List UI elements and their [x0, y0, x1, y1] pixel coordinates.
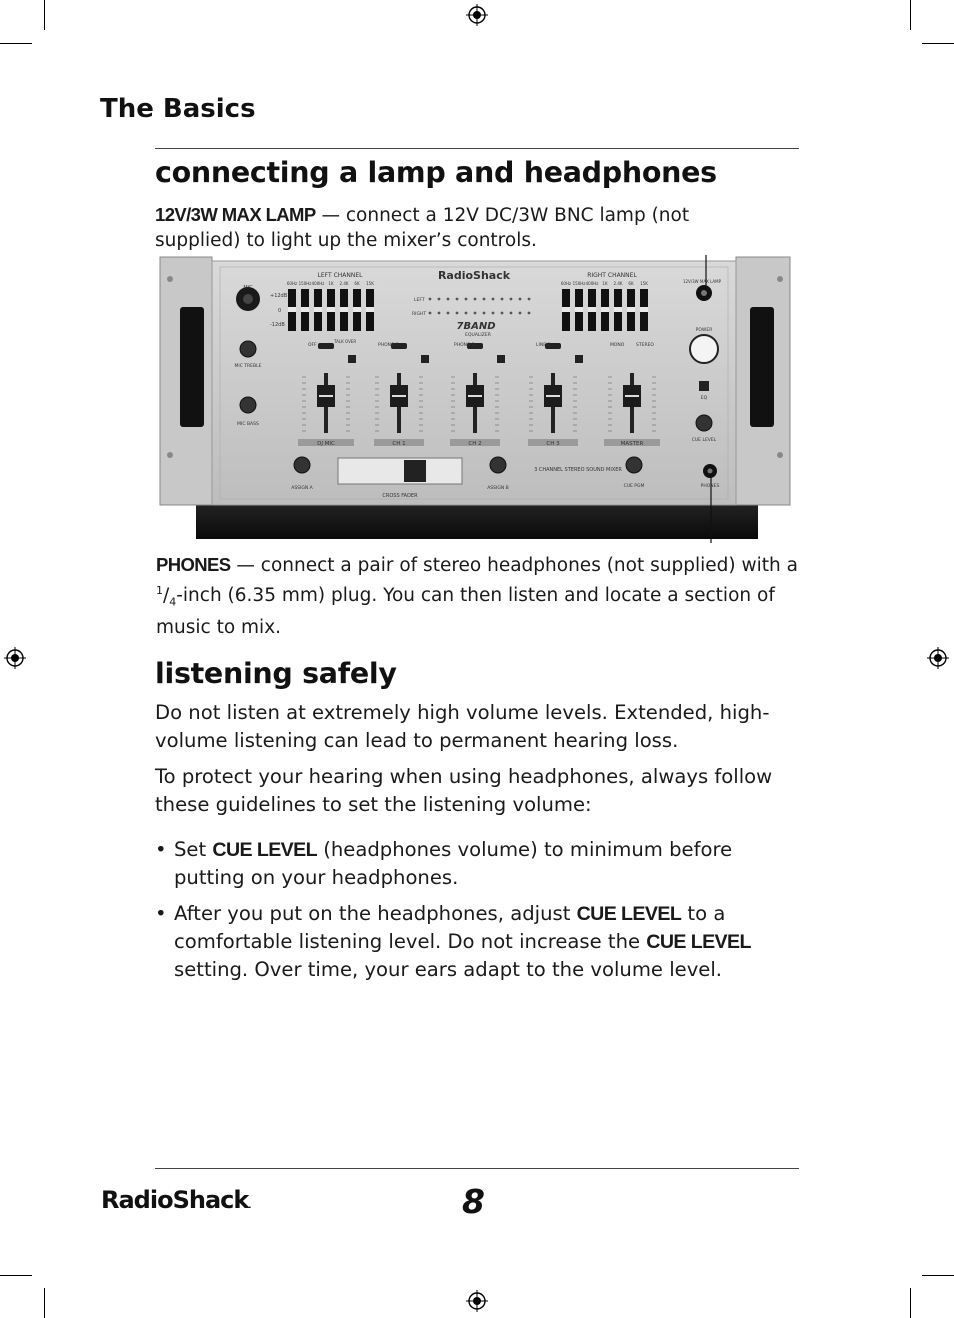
mixer-base [196, 505, 758, 539]
phones-term: PHONES [156, 554, 231, 575]
eq-slider-knob [340, 307, 348, 312]
eq-band-label: 2.4K [613, 281, 623, 286]
lamp-text: — connect a 12V DC/3W BNC lamp (not supplied) to light up the mixer’s controls. [155, 205, 690, 251]
eq-slider-knob [288, 307, 296, 312]
cue-pgm-label: CUE PGM [623, 484, 645, 489]
registration-mark-icon [466, 4, 488, 26]
fader-knob-line [392, 395, 406, 397]
channel-switch [318, 343, 334, 349]
eq-slider-knob [601, 307, 609, 312]
bullet-dot: • [155, 902, 167, 925]
eq-scale-top-left: +12dB [270, 293, 288, 299]
vu-led [456, 298, 459, 301]
vu-led [483, 298, 486, 301]
phones-description [156, 552, 798, 640]
assign-a-knob [294, 457, 310, 473]
bullet-text [174, 900, 795, 984]
eq-band-label: 400Hz [585, 281, 599, 286]
vu-led [510, 312, 513, 315]
phones-jack-inner [708, 469, 713, 474]
switch-label: MONO [610, 343, 625, 348]
vu-left-label: LEFT [414, 298, 425, 303]
eq-band-label: 1K [328, 281, 334, 286]
eq-button [699, 381, 709, 391]
vu-led [429, 312, 432, 315]
vu-led [456, 312, 459, 315]
power-label: POWER [695, 328, 713, 333]
registration-mark-icon [4, 647, 26, 669]
bullet-text-part: setting. Over time, your ears adapt to the volume level. [174, 958, 723, 981]
fader-knob-line [468, 395, 482, 397]
bullet-text-part: to a comfortable listening level. Do not increase the [174, 902, 726, 953]
vu-led [465, 312, 468, 315]
vu-led [528, 312, 531, 315]
safety-paragraph-2: To protect your hearing when using headphones, always follow these guidelines to set the listening volume: [155, 765, 773, 816]
eq-slider-knob [588, 307, 596, 312]
fraction-denominator: 4 [169, 595, 177, 609]
bullet-text-part: (headphones volume) to minimum before putting on your headphones. [174, 838, 733, 889]
bullet-dot: • [155, 838, 167, 861]
eq-button-label: EQ [700, 396, 708, 401]
vu-led [447, 298, 450, 301]
mic-bass-label: MIC BASS [237, 422, 259, 427]
phones-text-1: — connect a pair of stereo headphones (not supplied) with a [230, 555, 798, 576]
eq-scale-mid-left: 0 [278, 308, 282, 314]
crop-mark [0, 1275, 32, 1276]
section-title: The Basics [100, 94, 256, 124]
cue-button [348, 355, 356, 363]
lamp-section-heading: connecting a lamp and headphones [155, 156, 717, 189]
vu-led [474, 298, 477, 301]
eq-band-label: 6K [354, 281, 360, 286]
fraction-numerator: 1 [156, 584, 163, 597]
screw [167, 452, 173, 458]
vu-led [528, 298, 531, 301]
switch-label: PHONO 1 [378, 343, 399, 348]
cue-level-knob [696, 415, 712, 431]
channel-label: CH 1 [392, 441, 406, 447]
phones-label: PHONES [700, 484, 720, 489]
footer-rule [155, 1168, 799, 1169]
switch-label: STEREO [636, 343, 654, 348]
left-channel-label: LEFT CHANNEL [317, 272, 363, 279]
footer-logo [101, 1186, 251, 1214]
mixer-illustration [158, 255, 794, 543]
cue-button [497, 355, 505, 363]
switch-label: LINE 1 [536, 343, 551, 348]
switch-label: PHONO 2 [454, 343, 475, 348]
channel-label: CH 2 [468, 441, 482, 447]
crop-mark [922, 43, 954, 44]
cue-level-term: CUE LEVEL [212, 839, 317, 861]
eq-band-label: 60Hz [286, 281, 298, 286]
handle-right [750, 307, 774, 427]
eq-slider-knob [327, 307, 335, 312]
fraction: $^1/_4$ [156, 584, 177, 609]
bullet-text-part: After you put on the headphones, adjust [174, 902, 577, 925]
assign-a-label: ASSIGN A [291, 486, 313, 491]
assign-b-label: ASSIGN B [487, 486, 509, 491]
channel-labels [298, 439, 660, 447]
cue-level-term: CUE LEVEL [576, 903, 682, 925]
cross-fader-track [338, 458, 462, 484]
eq-slider-knob [353, 307, 361, 312]
lamp-description [155, 202, 775, 253]
header-rule [155, 148, 799, 149]
right-channel-label: RIGHT CHANNEL [587, 272, 637, 279]
mic-treble-knob [240, 341, 256, 357]
eq-band-label: 2.4K [339, 281, 349, 286]
handle-left [180, 307, 204, 427]
logo-text: RadioShack [101, 1186, 249, 1214]
screw [777, 452, 783, 458]
bullet-text-part: Set [174, 838, 213, 861]
crop-mark [910, 1288, 911, 1318]
lamp-label: 12V/3W MAX LAMP [682, 279, 722, 284]
crop-mark [922, 1275, 954, 1276]
eq-slider-knob [640, 307, 648, 312]
eq-slider-knob [627, 307, 635, 312]
eq-band-label: 15K [366, 281, 374, 286]
switch-label: OFF [308, 343, 317, 348]
eq-slider-knob [562, 307, 570, 312]
eq-slider-knob [314, 307, 322, 312]
eq-slider-knob [614, 307, 622, 312]
eq-band-label: 15K [640, 281, 648, 286]
eq-slider-knob [366, 307, 374, 312]
mic-bass-knob [240, 397, 256, 413]
eq-slider-knob [575, 307, 583, 312]
channel-label: CH 3 [546, 441, 560, 447]
vu-led [447, 312, 450, 315]
cue-level-label: CUE LEVEL [691, 438, 717, 443]
safety-paragraph-1: Do not listen at extremely high volume levels. Extended, high-volume listening can lead to permanent hearing loss. [155, 701, 770, 752]
cue-button [575, 355, 583, 363]
bullet-item [155, 836, 795, 892]
fader-knob-line [625, 395, 639, 397]
cross-fader-label: CROSS FADER [382, 493, 418, 499]
vu-led [501, 298, 504, 301]
bullet-text [174, 836, 795, 892]
eq-subtitle: EQUALIZER [465, 333, 491, 338]
crop-mark [0, 43, 32, 44]
vu-led [483, 312, 486, 315]
cross-fader-knob [404, 460, 426, 482]
vu-led [519, 312, 522, 315]
vu-led [492, 312, 495, 315]
vu-led [429, 298, 432, 301]
vu-led [501, 312, 504, 315]
fader-knob-line [546, 395, 560, 397]
mic-treble-label: MIC TREBLE [234, 364, 262, 369]
eq-band-label: 6K [628, 281, 634, 286]
safety-heading: listening safely [155, 657, 397, 690]
eq-band-label: 60Hz [560, 281, 572, 286]
registration-mark-icon [466, 1290, 488, 1312]
vu-led [510, 298, 513, 301]
vu-right-label: RIGHT [412, 312, 427, 317]
crop-mark [910, 0, 911, 30]
registration-mark-icon [927, 647, 949, 669]
switch-label: TALK OVER [334, 339, 357, 344]
eq-title: 7BAND [456, 321, 496, 332]
page-number: 8 [462, 1182, 485, 1221]
assign-b-knob [490, 457, 506, 473]
lamp-term: 12V/3W MAX LAMP [155, 204, 316, 225]
cue-pgm-knob [626, 457, 642, 473]
vu-led [465, 298, 468, 301]
vu-led [519, 298, 522, 301]
eq-band-label: 150Hz [298, 281, 312, 286]
eq-slider-knob [301, 307, 309, 312]
logo-mark: . [248, 1201, 252, 1210]
vu-led [438, 312, 441, 315]
crop-mark [44, 0, 45, 30]
mixer-brand: RadioShack [437, 269, 511, 282]
eq-scale-bottom-left: -12dB [270, 322, 285, 328]
screw [777, 276, 783, 282]
vu-led [474, 312, 477, 315]
eq-band-label: 1K [602, 281, 608, 286]
fader-knob-line [319, 395, 333, 397]
phones-text-2: -inch (6.35 mm) plug. You can then listen and locate a section of music to mix. [156, 585, 775, 638]
power-button [690, 335, 718, 363]
vu-led [438, 298, 441, 301]
vu-led [492, 298, 495, 301]
cue-button [421, 355, 429, 363]
eq-band-label: 150Hz [572, 281, 586, 286]
bullet-item [155, 900, 795, 984]
crop-mark [44, 1288, 45, 1318]
channel-label: DJ MIC [317, 441, 335, 447]
cue-level-term: CUE LEVEL [646, 931, 751, 953]
channel-label: MASTER [620, 441, 644, 447]
mixer-model-text: 3 CHANNEL STEREO SOUND MIXER [534, 467, 622, 473]
screw [167, 276, 173, 282]
mic-jack-inner [243, 294, 253, 304]
eq-band-label: 400Hz [311, 281, 325, 286]
